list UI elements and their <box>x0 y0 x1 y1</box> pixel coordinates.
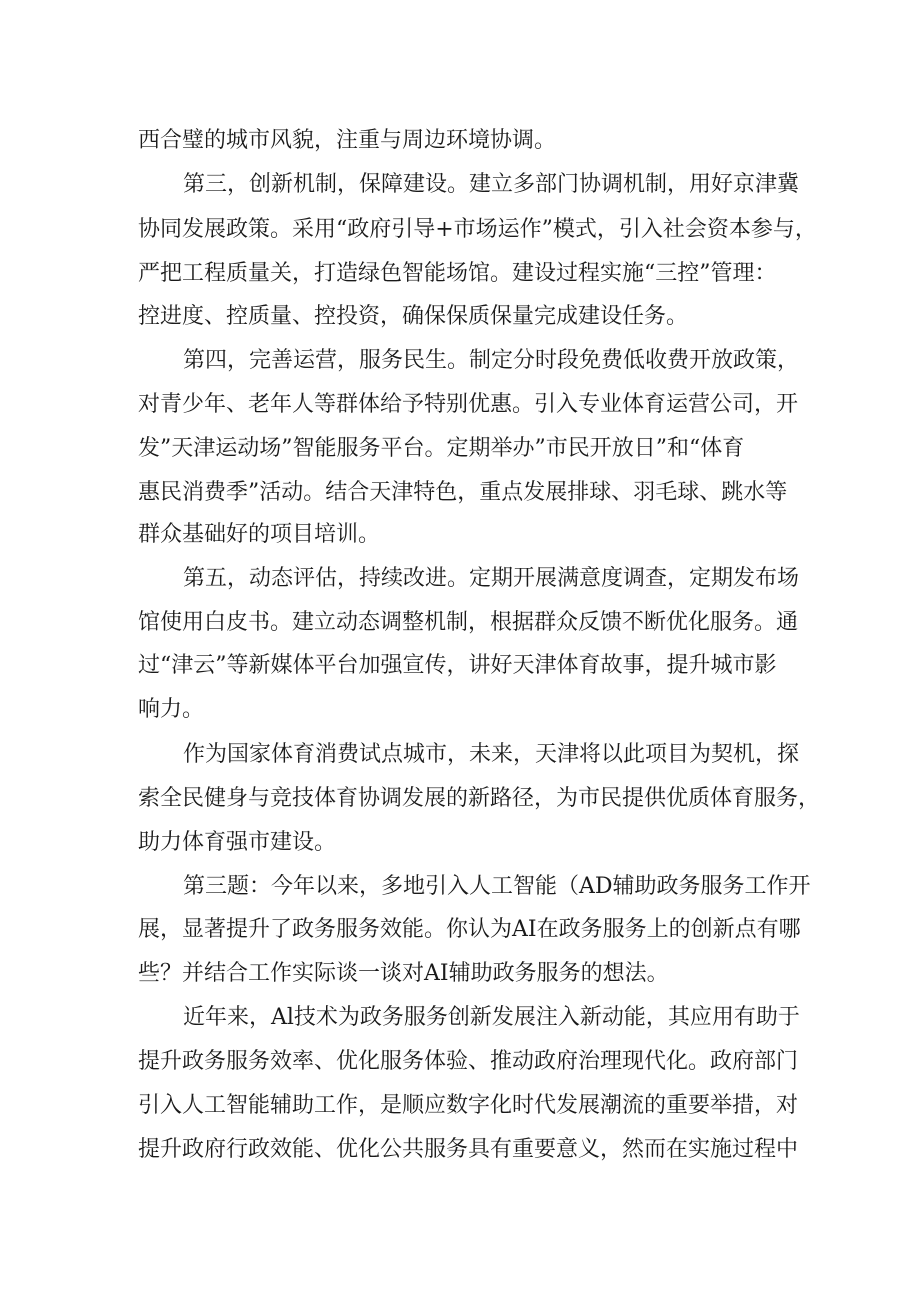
text-line: 群众基础好的项目培训。 <box>138 522 381 547</box>
text-line: 严把工程质量关，打造绿色智能场馆。建设过程实施“三控”管理： <box>138 261 777 286</box>
text-line: 索全民健身与竞技体育协调发展的新路径，为市民提供优质体育服务， <box>138 786 821 811</box>
text-line: 第三，创新机制，保障建设。建立多部门协调机制，用好京津冀 <box>183 172 800 197</box>
text-line: 助力体育强市建设。 <box>138 830 337 855</box>
text-line: 引入人工智能辅助工作，是顺应数字化时代发展潮流的重要举措，对 <box>138 1093 799 1118</box>
text-line: 第四，完善运营，服务民生。制定分时段免费低收费开放政策， <box>183 348 800 373</box>
text-line: 惠民消费季”活动。结合天津特色，重点发展排球、羽毛球、跳水等 <box>138 480 788 505</box>
text-line: 协同发展政策。采用“政府引导+市场运作”模式，引入社会资本参与， <box>138 217 817 242</box>
text-line: 些？并结合工作实际谈一谈对AI辅助政务服务的想法。 <box>138 961 669 986</box>
text-line: 作为国家体育消费试点城市，未来，天津将以此项目为契机，探 <box>183 742 800 767</box>
text-line: 提升政务服务效率、优化服务体验、推动政府治理现代化。政府部门 <box>138 1049 799 1074</box>
text-line: 馆使用白皮书。建立动态调整机制，根据群众反馈不断优化服务。通 <box>138 610 799 635</box>
text-line: 西合璧的城市风貌，注重与周边环境协调。 <box>138 128 557 153</box>
text-line: 控进度、控质量、控投资，确保保质保量完成建设任务。 <box>138 304 689 329</box>
text-line: 响力。 <box>138 697 205 722</box>
text-line: 展，显著提升了政务服务效能。你认为AI在政务服务上的创新点有哪 <box>138 917 801 942</box>
text-line: 提升政府行政效能、优化公共服务具有重要意义，然而在实施过程中 <box>138 1137 799 1162</box>
text-line: 第三题：今年以来，多地引入人工智能（AD辅助政务服务工作开 <box>183 874 811 899</box>
text-line: 过“津云”等新媒体平台加强宣传，讲好天津体育故事，提升城市影 <box>138 653 777 678</box>
text-line: 对青少年、老年人等群体给予特别优惠。引入专业体育运营公司，开 <box>138 392 799 417</box>
text-line: 发”天津运动场”智能服务平台。定期举办”市民开放日”和“体育 <box>138 436 745 461</box>
text-line: 第五，动态评估，持续改进。定期开展满意度调查，定期发布场 <box>183 566 800 591</box>
text-line: 近年来，Al技术为政务服务创新发展注入新动能，其应用有助于 <box>183 1005 800 1030</box>
